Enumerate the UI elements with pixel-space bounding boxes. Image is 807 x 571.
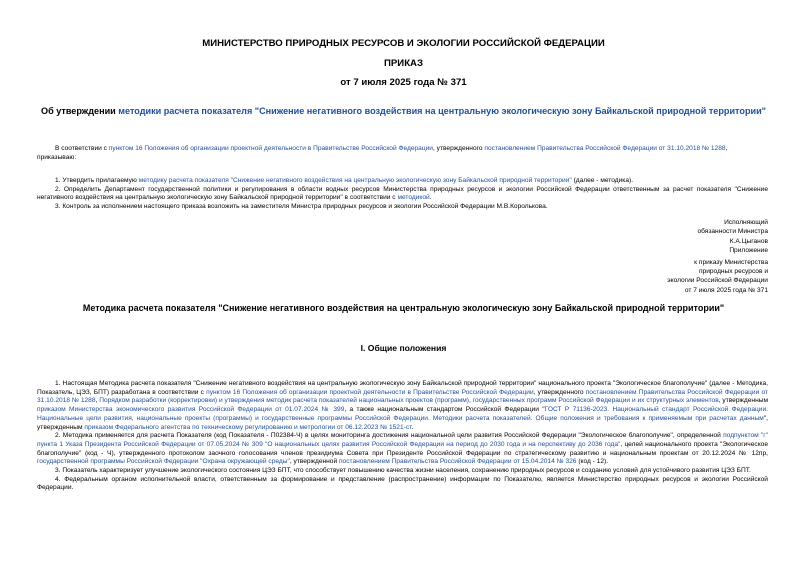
point-1-text-end: (далее - методика). bbox=[571, 177, 634, 184]
method-title: Методика расчета показателя "Снижение негативного воздействия на центральную экологическую зону Байкальской природной территории" bbox=[82, 303, 725, 313]
ministry-heading: МИНИСТЕРСТВО ПРИРОДНЫХ РЕСУРСОВ И ЭКОЛОГИИ РОССИЙСКОЙ ФЕДЕРАЦИИ bbox=[202, 38, 605, 49]
b1-text-a: 1. Настоящая Методика расчета показателя "Снижение негативного воздействия на центральную экологическую зону Байкальской природной территории" национального проекта "Экологическое благополучие" (далее - Методика, Показатель, ЦЭЗ, БПТ) разработана в соответствии с bbox=[37, 380, 768, 396]
preamble-text-3: , bbox=[725, 145, 728, 152]
order-word: приказываю: bbox=[37, 153, 77, 161]
preamble bbox=[37, 145, 768, 162]
b2-text-a: 2. Методика применяется для расчета Показателя (код Показателя - П02384-Ч) в целях мониторинга достижения национальной цели развития Российской Федерации "Экологическое благополучие", определенной bbox=[55, 432, 724, 440]
b1-text-b: , утвержденного bbox=[533, 388, 586, 396]
preamble-text-1: В соответствии с bbox=[55, 145, 109, 152]
order-title-link[interactable]: методики расчета показателя "Снижение негативного воздействия на центральную экологическую зону Байкальской природной территории" bbox=[118, 106, 766, 116]
order-title bbox=[0, 106, 807, 116]
b1-text-c: , bbox=[95, 397, 100, 405]
b2-text-c: , утвержденной bbox=[289, 458, 339, 466]
signature-block bbox=[560, 218, 768, 295]
b1-link-6[interactable]: приказом Федерального агентства по техническому регулированию и метрологии от 06.12.2023 № 1521-ст bbox=[84, 423, 412, 431]
b1-link-1[interactable]: пунктом 16 Положения об организации проектной деятельности в Правительстве Российской Федерации bbox=[206, 388, 534, 396]
point-2-text: 2. Определить Департамент государственной политики и регулирования в области водных ресурсов Министерства природных ресурсов и экологии Российской Федерации ответственным за расчет показателя "Снижение негативного воздействия на центральную экологическую зону Байкальской природной территории" в соответствии с bbox=[37, 185, 768, 202]
b2-link-3[interactable]: постановлением Правительства Российской Федерации от 15.04.2014 № 326 bbox=[338, 458, 577, 466]
b1-link-3[interactable]: Порядком разработки (корректировки) и утверждения методик расчета показателей национальных проектов (программ), государственных программ Российской Федерации и их структурных элементов bbox=[99, 397, 719, 405]
b2-link-2[interactable]: государственной программы Российской Федерации "Охрана окружающей среды" bbox=[37, 458, 290, 466]
signature-line-2: обязанности Министра bbox=[697, 228, 768, 236]
b1-link-2[interactable]: постановлением Правительства Российской Федерации от 31.10.2018 № 1288 bbox=[37, 388, 769, 405]
point-2 bbox=[37, 186, 768, 203]
b2-link-1[interactable]: подпунктом "г" пункта 1 Указа Президента Российской Федерации от 07.05.2024 № 309 "О национальных целях развития Российской Федерации на период до 2030 года и на перспективу до 2036 года" bbox=[37, 432, 768, 448]
body-paragraph-1 bbox=[37, 380, 768, 432]
signature-line-1: Исполняющий bbox=[724, 219, 768, 226]
body-paragraph-4: 4. Федеральным органом исполнительной власти, ответственным за формирование и представление (распространение) информации по Показателю, является Министерство природных ресурсов и экологии Российской Федерации. bbox=[37, 475, 768, 492]
body-paragraph-2 bbox=[37, 432, 768, 467]
preamble-paragraph bbox=[37, 145, 768, 154]
b2-text-d: (код - 12). bbox=[576, 458, 609, 466]
b1-text-g: . bbox=[411, 423, 414, 431]
appendix-line-1: Приложение bbox=[729, 247, 768, 255]
b1-link-5[interactable]: ГОСТ Р 71136-2023. Национальный стандарт Российской Федерации. Национальные цели развития, национальные проекты (программы) и государственные программы Российской Федерации. Методики расчета показателей. Общие положения и требования к применяемым при расчетах данным bbox=[37, 406, 768, 422]
body-paragraph-3: 3. Показатель характеризует улучшение экологического состояния ЦЭЗ БПТ, что способствует повышению качества жизни населения, сохранению природных ресурсов и созданию условий для устойчивого развития ЦЭЗ БПТ. bbox=[55, 467, 751, 475]
preamble-text-2: , утвержденного bbox=[433, 145, 485, 152]
b1-text-e: , а также национальным стандартом Российской Федерации " bbox=[344, 406, 545, 414]
preamble-link-2[interactable]: постановлением Правительства Российской Федерации от 31.10.2018 № 1288 bbox=[484, 145, 726, 152]
b2-text-b: , целей национального проекта "Экологическое благополучие" (код - Ч), утвержденного протоколом заочного голосования членов президиума Совета при Президенте Российской Федерации по стратегическому развитию и национальным проектам от 20.12.2024 № 12пр, bbox=[37, 440, 768, 457]
b1-text-f: ", утвержденным bbox=[37, 414, 768, 431]
doc-type-heading: ПРИКАЗ bbox=[384, 58, 423, 69]
b1-link-4[interactable]: приказом Министерства экономического развития Российской Федерации от 01.07.2024 № 399 bbox=[37, 406, 345, 414]
point-2-text-end: . bbox=[429, 194, 432, 202]
appendix-line-5: от 7 июля 2025 года № 371 bbox=[684, 286, 768, 294]
point-3: 3. Контроль за исполнением настоящего приказа возложить на заместителя Министра природных ресурсов и экологии Российской Федерации М.В.Королькова. bbox=[55, 203, 548, 211]
order-title-prefix: Об утверждении bbox=[41, 106, 119, 116]
appendix-line-2: к приказу Министерства bbox=[694, 258, 768, 266]
point-1-link[interactable]: методику расчета показателя "Снижение негативного воздействия на центральную экологическую зону Байкальской природной территории" bbox=[138, 177, 572, 184]
signature-line-3: К.А.Цыганов bbox=[729, 237, 768, 245]
point-1 bbox=[37, 177, 768, 186]
section-title: I. Общие положения bbox=[360, 343, 447, 353]
point-1-text: 1. Утвердить прилагаемую bbox=[55, 177, 139, 184]
preamble-link-1[interactable]: пунктом 16 Положения об организации проектной деятельности в Правительстве Российской Федерации bbox=[108, 145, 433, 152]
appendix-line-4: экологии Российской Федерации bbox=[667, 277, 768, 285]
doc-date-number: от 7 июля 2025 года № 371 bbox=[340, 77, 467, 88]
point-2-link[interactable]: методикой bbox=[397, 194, 430, 202]
method-body bbox=[37, 380, 768, 493]
b1-text-d: , утвержденным bbox=[718, 397, 768, 405]
appendix-line-3: природных ресурсов и bbox=[698, 268, 768, 276]
order-points bbox=[37, 177, 768, 212]
